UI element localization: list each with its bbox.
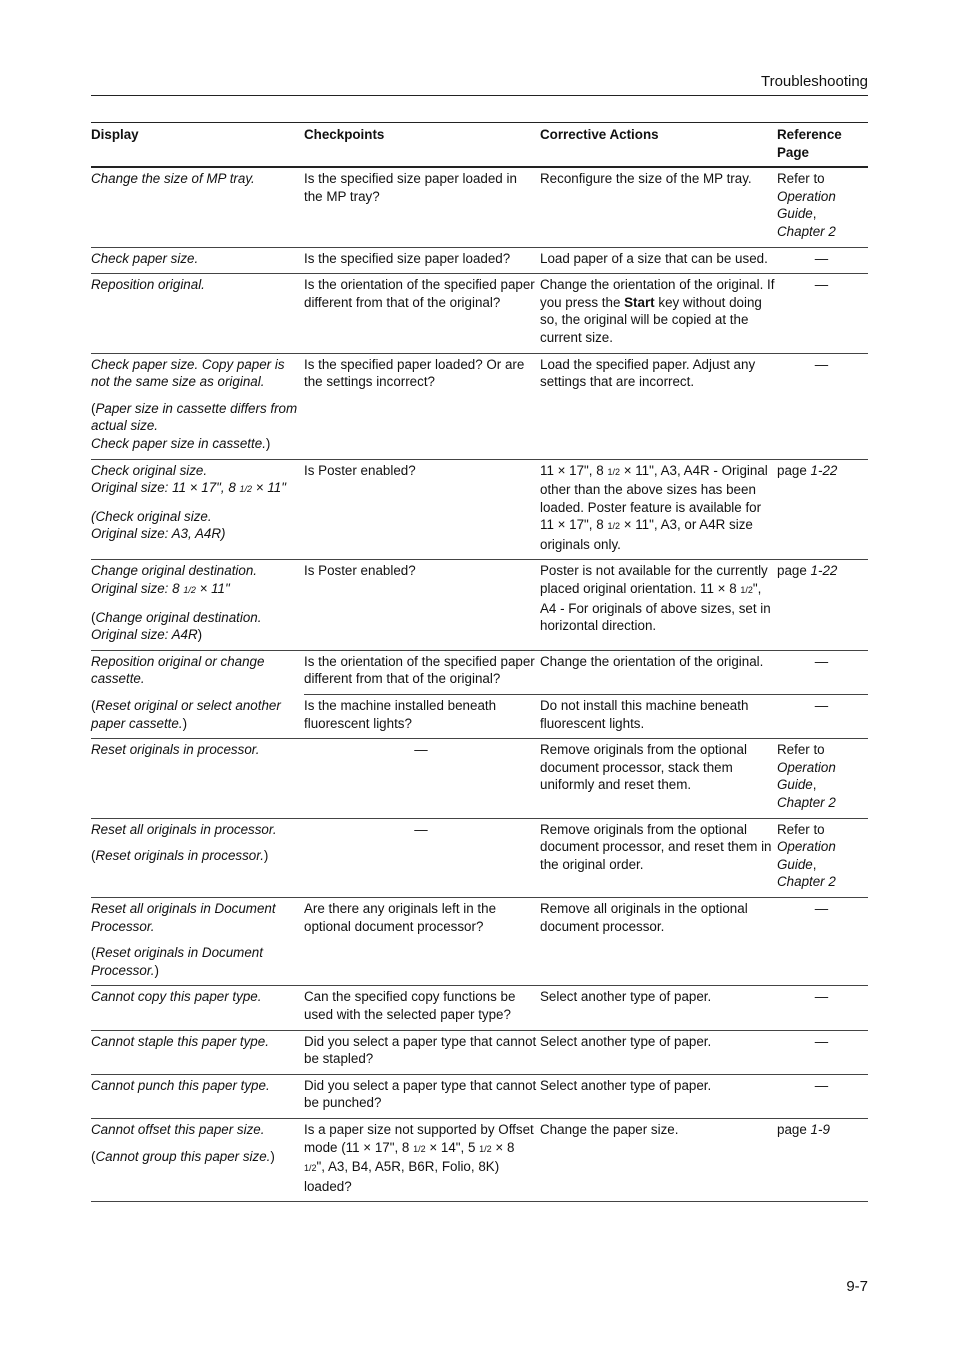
display-message: Cannot copy this paper type.: [91, 986, 304, 1030]
display-message: Check paper size. Copy paper is not the same size as original. (Paper size in cassette differs from actual size. Check paper size in cassette.): [91, 353, 304, 459]
checkpoint: Is Poster enabled?: [304, 459, 540, 560]
display-message: Cannot offset this paper size. (Cannot group this paper size.): [91, 1118, 304, 1201]
checkpoint: Is the machine installed beneath fluorescent lights?: [304, 695, 540, 739]
table-row: [91, 167, 868, 247]
display-message: Change original destination. Original size: 8 1/2 × 11" (Change original destination. Original size: A4R): [91, 560, 304, 650]
table-row: [91, 1030, 868, 1074]
table-row: [91, 1118, 868, 1201]
corrective-action: Select another type of paper.: [540, 986, 777, 1030]
reference-page: —: [777, 247, 868, 274]
start-key-label: Start: [624, 294, 655, 310]
checkpoint: Is the specified paper loaded? Or are the settings incorrect?: [304, 353, 540, 459]
table-row: [91, 353, 868, 459]
table-row: [91, 818, 868, 897]
column-header-corrective-actions: Corrective Actions: [540, 123, 777, 168]
table-row: [91, 560, 868, 650]
reference-page: —: [777, 897, 868, 985]
reference-page: —: [777, 650, 868, 694]
checkpoint: —: [304, 739, 540, 818]
corrective-action: Select another type of paper.: [540, 1030, 777, 1074]
column-header-reference-page: Reference Page: [777, 123, 868, 168]
display-message: Reset all originals in Document Processor. (Reset originals in Document Processor.): [91, 897, 304, 985]
display-message: Check paper size.: [91, 247, 304, 274]
troubleshooting-table: [91, 122, 868, 1202]
corrective-action: Load the specified paper. Adjust any settings that are incorrect.: [540, 353, 777, 459]
checkpoint: Is Poster enabled?: [304, 560, 540, 650]
table-header-row: [91, 123, 868, 168]
display-message: Reposition original.: [91, 274, 304, 353]
corrective-action: Change the orientation of the original.: [540, 650, 777, 694]
reference-page: —: [777, 274, 868, 353]
section-title: Troubleshooting: [760, 73, 868, 90]
reference-page: page 1-9: [777, 1118, 868, 1201]
corrective-action: Select another type of paper.: [540, 1074, 777, 1118]
table-row: [91, 897, 868, 985]
reference-page: Refer to Operation Guide, Chapter 2: [777, 739, 868, 818]
reference-page: —: [777, 986, 868, 1030]
checkpoint: —: [304, 818, 540, 897]
reference-page: —: [777, 1074, 868, 1118]
reference-page: page 1-22: [777, 459, 868, 560]
table-row: [91, 247, 868, 274]
display-message: Cannot punch this paper type.: [91, 1074, 304, 1118]
page-header: [91, 72, 868, 96]
reference-page: —: [777, 695, 868, 739]
corrective-action: Load paper of a size that can be used.: [540, 247, 777, 274]
corrective-action: Do not install this machine beneath fluorescent lights.: [540, 695, 777, 739]
checkpoint: Is the orientation of the specified paper different from that of the original?: [304, 650, 540, 694]
display-message: Cannot staple this paper type.: [91, 1030, 304, 1074]
corrective-action: Change the orientation of the original. If you press the Start key without doing so, the original will be copied at the current size.: [540, 274, 777, 353]
display-message: Change the size of MP tray.: [91, 167, 304, 247]
column-header-display: Display: [91, 123, 304, 168]
checkpoint: Can the specified copy functions be used with the selected paper type?: [304, 986, 540, 1030]
checkpoint: Are there any originals left in the optional document processor?: [304, 897, 540, 985]
reference-page: —: [777, 353, 868, 459]
corrective-action: Reconfigure the size of the MP tray.: [540, 167, 777, 247]
checkpoint: Is the specified size paper loaded?: [304, 247, 540, 274]
display-message: Reset originals in processor.: [91, 739, 304, 818]
corrective-action: Remove originals from the optional document processor, and reset them in the original order.: [540, 818, 777, 897]
table-row: [91, 739, 868, 818]
reference-page: —: [777, 1030, 868, 1074]
table-row: [91, 459, 868, 560]
corrective-action: Poster is not available for the currently placed original orientation. 11 × 8 1/2", A4 - For originals of above sizes, set in horizontal direction.: [540, 560, 777, 650]
checkpoint: Is a paper size not supported by Offset mode (11 × 17", 8 1/2 × 14", 5 1/2 × 8 1/2", A3, B4, A5R, B6R, Folio, 8K) loaded?: [304, 1118, 540, 1201]
corrective-action: Remove originals from the optional document processor, stack them uniformly and reset them.: [540, 739, 777, 818]
display-message: Check original size. Original size: 11 × 17", 8 1/2 × 11" (Check original size. Original size: A3, A4R): [91, 459, 304, 560]
display-message: Reset all originals in processor. (Reset originals in processor.): [91, 818, 304, 897]
table-row: [91, 1074, 868, 1118]
corrective-action: Remove all originals in the optional document processor.: [540, 897, 777, 985]
column-header-checkpoints: Checkpoints: [304, 123, 540, 168]
table-row: [91, 986, 868, 1030]
reference-page: Refer to Operation Guide, Chapter 2: [777, 167, 868, 247]
checkpoint: Did you select a paper type that cannot be stapled?: [304, 1030, 540, 1074]
table-row: [91, 274, 868, 353]
checkpoint: Did you select a paper type that cannot be punched?: [304, 1074, 540, 1118]
checkpoint: Is the specified size paper loaded in the MP tray?: [304, 167, 540, 247]
page-number: 9-7: [846, 1278, 868, 1295]
reference-page: page 1-22: [777, 560, 868, 650]
table-row: [91, 650, 868, 694]
checkpoint: Is the orientation of the specified paper different from that of the original?: [304, 274, 540, 353]
corrective-action: 11 × 17", 8 1/2 × 11", A3, A4R - Original other than the above sizes has been loaded. Poster feature is available for 11 × 17", 8 1/2 × 11", A3, or A4R size originals only.: [540, 459, 777, 560]
reference-page: Refer to Operation Guide, Chapter 2: [777, 818, 868, 897]
corrective-action: Change the paper size.: [540, 1118, 777, 1201]
display-message: Reposition original or change cassette. (Reset original or select another paper cassette.): [91, 650, 304, 738]
